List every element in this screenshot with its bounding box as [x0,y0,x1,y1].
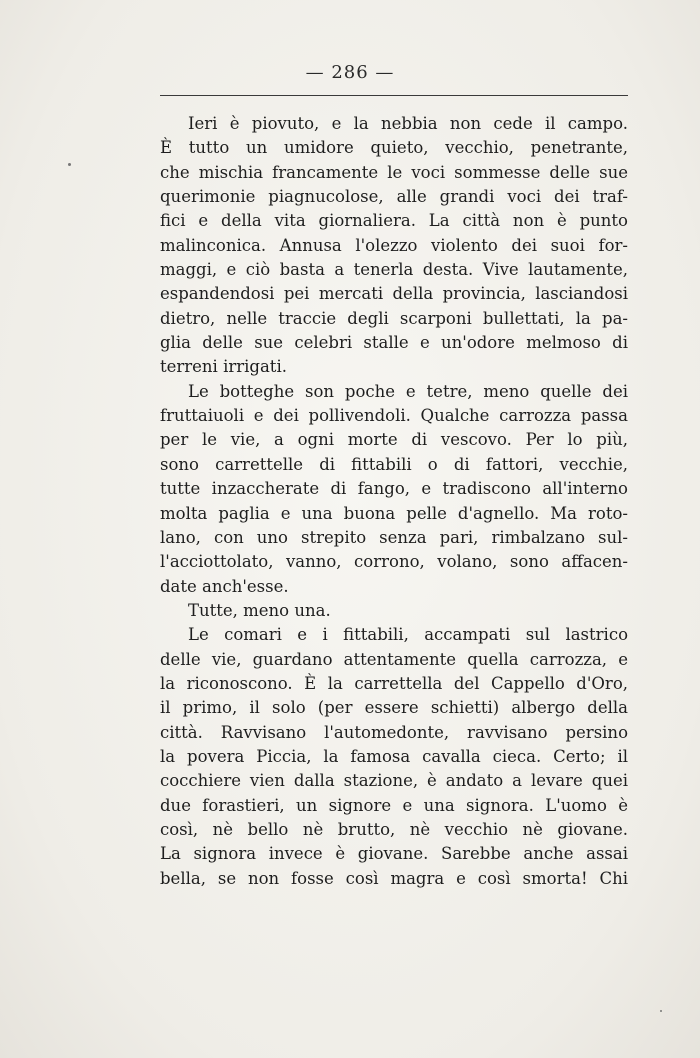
text-line: Tutte, meno una. [188,600,331,620]
text-line: glia delle sue celebri stalle e un'odore melmoso di [160,333,628,353]
text-line: terreni irrigati. [160,357,287,377]
text-line: maggi, e ciò basta a tenerla desta. Vive lautamente, [160,260,628,280]
text-line: bella, se non fosse così magra e così smorta! Chi [160,868,628,888]
text-line: cocchiere vien dalla stazione, è andato a levare quei [160,771,628,791]
paper-speck [660,1010,662,1012]
text-line: la riconoscono. È la carrettella del Cappello d'Oro, [160,673,628,693]
text-line: espandendosi pei mercati della provincia, lasciandosi [160,284,628,304]
text-line: sono carrettelle di fittabili o di fattori, vecchie, [160,454,628,474]
text-line: Le botteghe son poche e tetre, meno quelle dei [188,381,628,401]
text-line: molta paglia e una buona pelle d'agnello. Ma roto- [160,503,628,523]
text-line: È tutto un umidore quieto, vecchio, penetrante, [160,138,628,158]
text-line: città. Ravvisano l'automedonte, ravvisano persino [160,722,628,742]
text-line: così, nè bello nè brutto, nè vecchio nè giovane. [160,819,628,839]
body-text [160,112,628,891]
paper-speck [68,163,71,166]
text-line: date anch'esse. [160,576,289,596]
text-line: che mischia francamente le voci sommesse delle sue [160,162,628,182]
text-line: Ieri è piovuto, e la nebbia non cede il campo. [188,114,628,133]
text-line: l'acciottolato, vanno, corrono, volano, sono affacen- [160,552,628,572]
text-line: dietro, nelle traccie degli scarponi bullettati, la pa- [160,308,628,328]
text-line: la povera Piccia, la famosa cavalla cieca. Certo; il [160,746,628,766]
text-line: lano, con uno strepito senza pari, rimbalzano sul- [160,527,628,547]
text-line: fici e della vita giornaliera. La città non è punto [160,211,628,231]
text-line: due forastieri, un signore e una signora. L'uomo è [160,795,628,815]
text-line: malinconica. Annusa l'olezzo violento dei suoi for- [160,235,628,255]
text-line: querimonie piagnucolose, alle grandi voci dei traf- [160,187,628,207]
text-line: fruttaiuoli e dei pollivendoli. Qualche carrozza passa [160,406,628,426]
text-line: il primo, il solo (per essere schietti) albergo della [160,698,628,718]
text-line: Le comari e i fittabili, accampati sul lastrico [188,625,628,645]
text-line: La signora invece è giovane. Sarebbe anche assai [160,844,628,864]
text-line: tutte inzaccherate di fango, e tradiscono all'interno [160,479,628,499]
text-line: per le vie, a ogni morte di vescovo. Per lo più, [160,430,628,450]
text-line: delle vie, guardano attentamente quella carrozza, e [160,649,628,669]
page-number: — 286 — [305,62,395,83]
header-rule [160,95,628,96]
